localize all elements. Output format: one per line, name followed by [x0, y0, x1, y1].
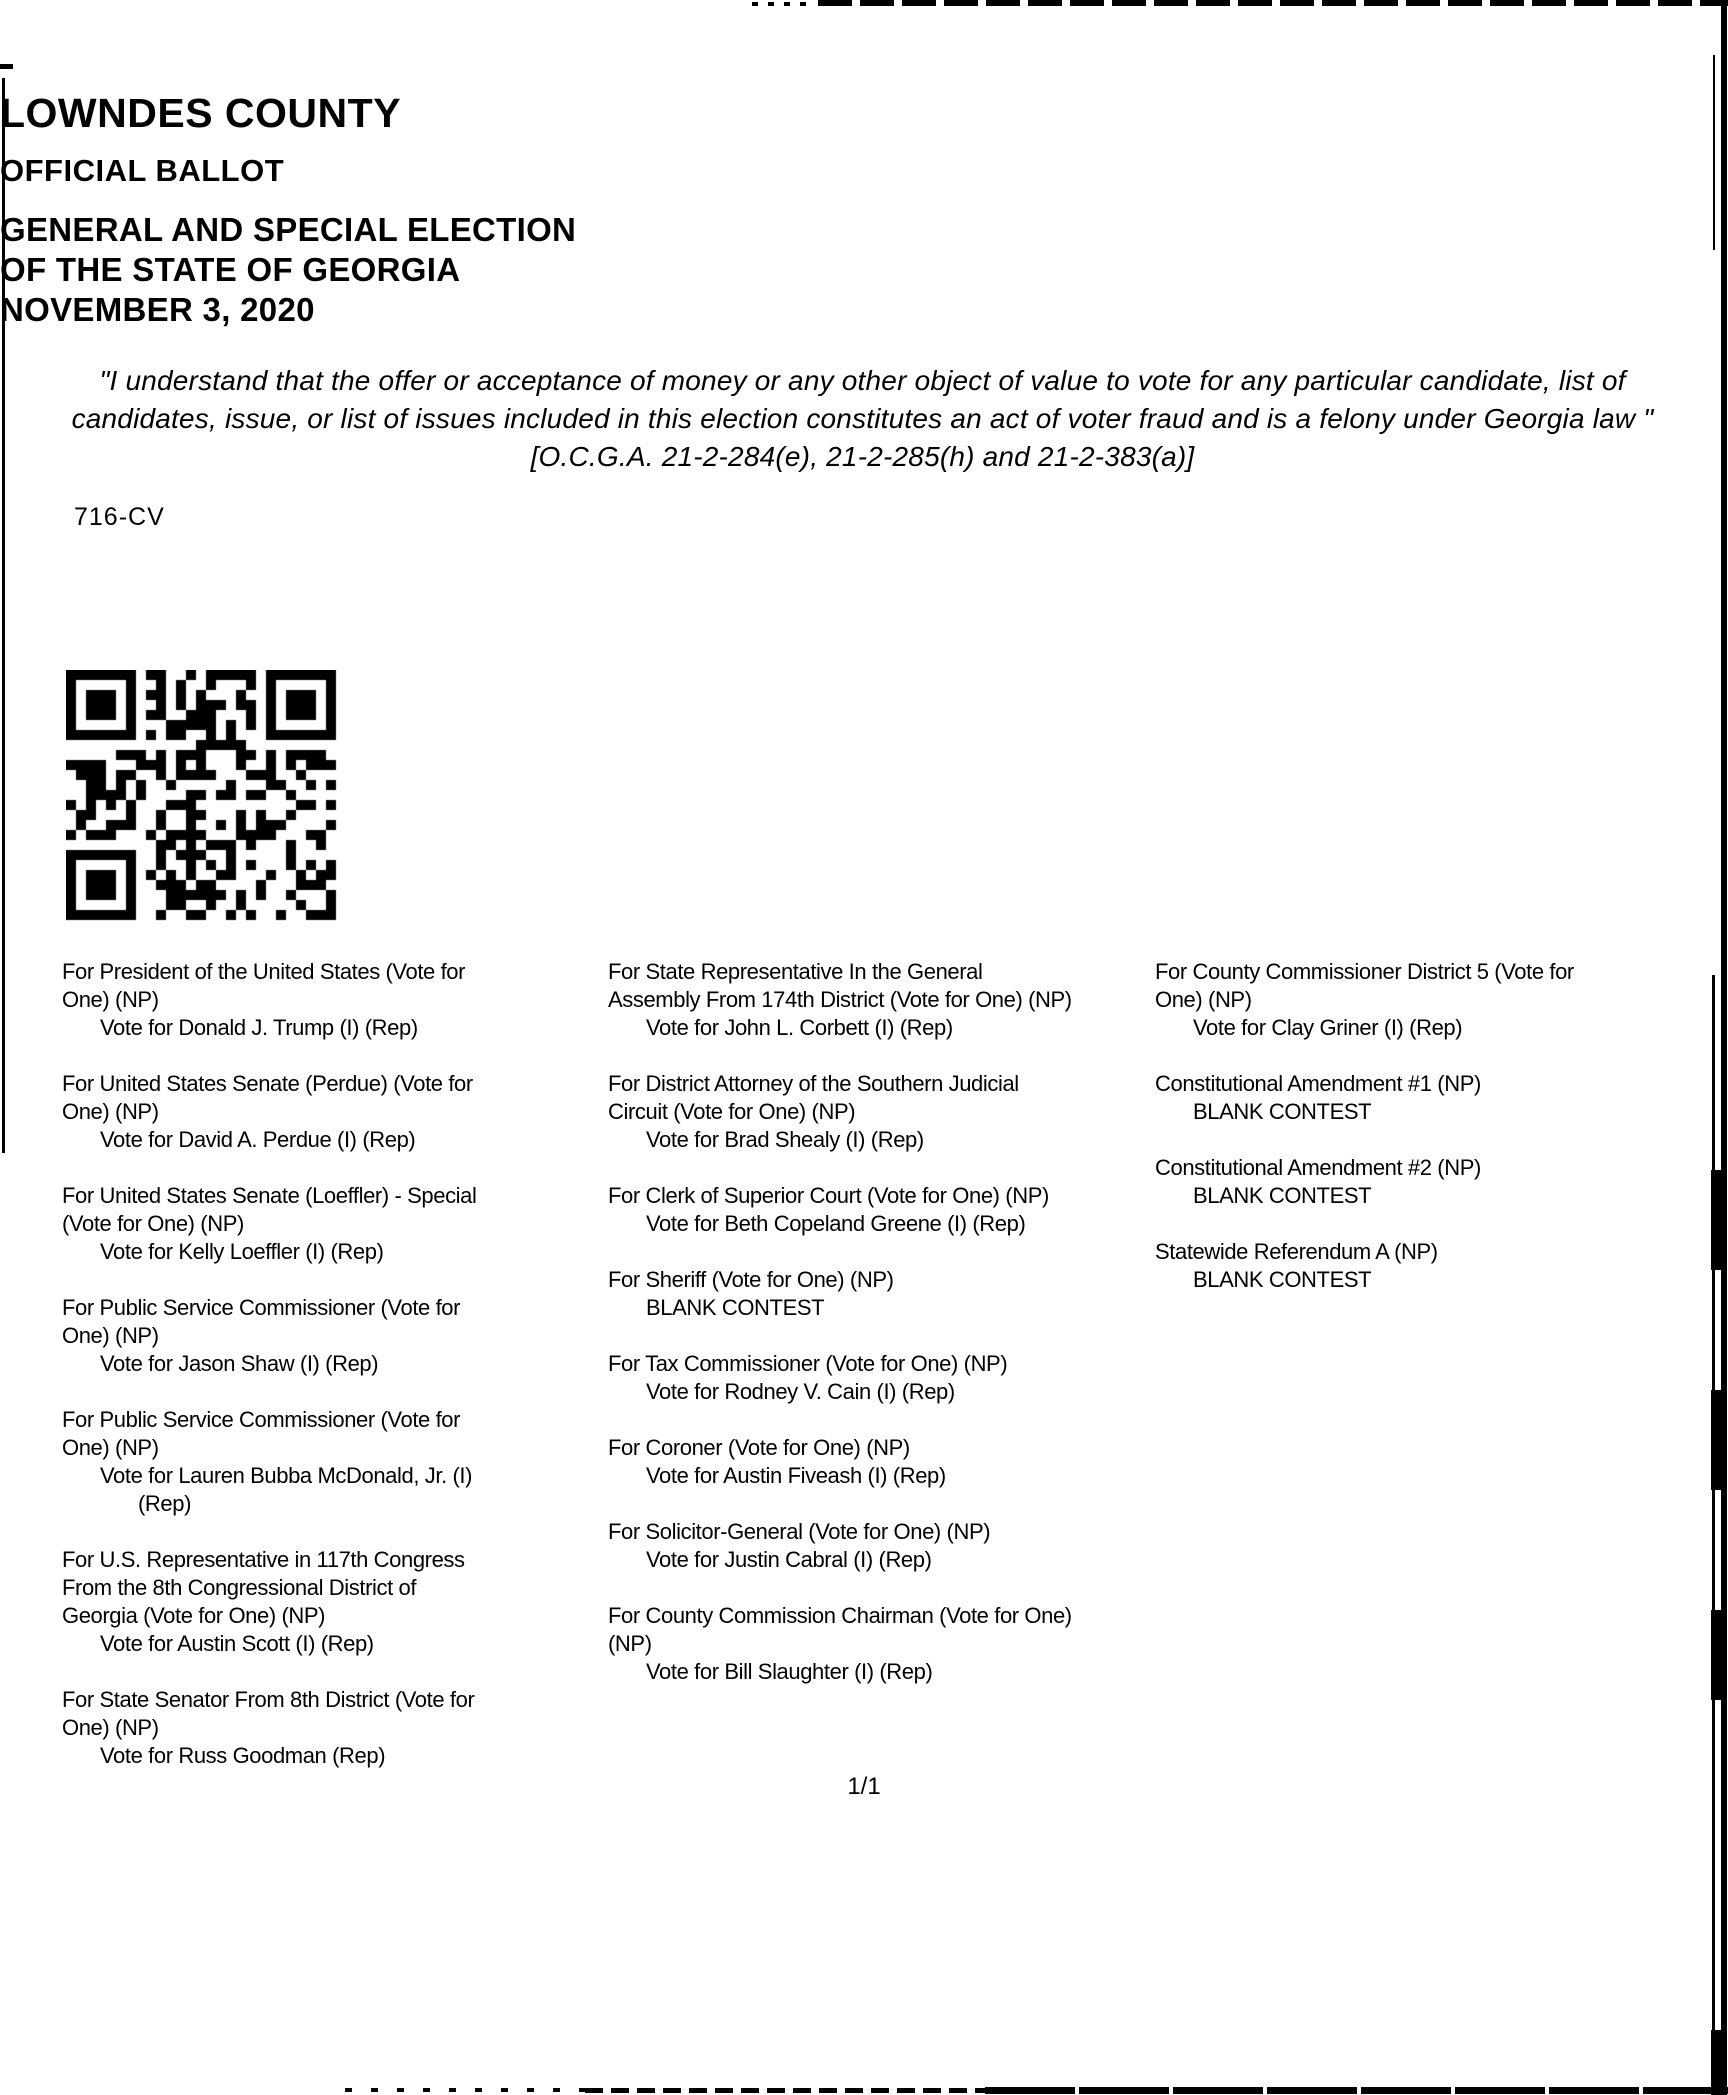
- page-indicator: 1/1: [847, 1773, 881, 1800]
- contest-column: [1155, 958, 1625, 1322]
- vote-selection: Vote for Jason Shaw (I) (Rep): [100, 1351, 379, 1376]
- scan-artifact-right-blob: [1711, 1170, 1721, 1270]
- contest-title: For Tax Commissioner (Vote for One) (NP): [608, 1351, 1008, 1376]
- contest: [62, 1686, 492, 1770]
- contest-title: For United States Senate (Loeffler) - Special (Vote for One) (NP): [62, 1183, 477, 1236]
- contest-title: For United States Senate (Perdue) (Vote for One) (NP): [62, 1071, 473, 1124]
- vote-selection: Vote for Rodney V. Cain (I) (Rep): [646, 1379, 955, 1404]
- contest-title: For President of the United States (Vote for One) (NP): [62, 959, 466, 1012]
- contest: [608, 1350, 1073, 1406]
- qr-code: [66, 670, 342, 930]
- contest: [1155, 958, 1625, 1042]
- contest: [62, 1406, 492, 1518]
- contest: [608, 1182, 1073, 1238]
- contest: [608, 958, 1073, 1042]
- contest-title: For County Commission Chairman (Vote for One) (NP): [608, 1603, 1072, 1656]
- contest-column: [608, 958, 1073, 1714]
- blank-contest-label: BLANK CONTEST: [646, 1295, 825, 1320]
- vote-selection: Vote for Bill Slaughter (I) (Rep): [646, 1659, 933, 1684]
- scan-artifact-right-inner-line-top: [1713, 55, 1715, 250]
- contest-title: For County Commissioner District 5 (Vote for One) (NP): [1155, 959, 1574, 1012]
- vote-selection: Vote for Beth Copeland Greene (I) (Rep): [646, 1211, 1026, 1236]
- contest: [1155, 1238, 1625, 1294]
- vote-selection: Vote for Russ Goodman (Rep): [100, 1743, 386, 1768]
- election-title-line1: GENERAL AND SPECIAL ELECTION: [0, 211, 577, 248]
- contest-title: For Public Service Commissioner (Vote for One) (NP): [62, 1295, 461, 1348]
- county-title: LOWNDES COUNTY: [0, 90, 402, 136]
- scan-artifact-left-tick: [0, 64, 13, 69]
- contest-column: [62, 958, 492, 1798]
- contest-title: For State Representative In the General Assembly From 174th District (Vote for One) (NP): [608, 959, 1072, 1012]
- vote-selection: Vote for Austin Fiveash (I) (Rep): [646, 1463, 946, 1488]
- contest: [608, 1070, 1073, 1154]
- scan-artifact-top-dashes: [818, 0, 1728, 6]
- vote-selection: Vote for Kelly Loeffler (I) (Rep): [100, 1239, 384, 1264]
- blank-contest-label: BLANK CONTEST: [1193, 1183, 1372, 1208]
- election-title: [0, 210, 1335, 330]
- contest-title: Constitutional Amendment #2 (NP): [1155, 1155, 1481, 1180]
- contest-title: For U.S. Representative in 117th Congress From the 8th Congressional District of Georgia (Vote for One) (NP): [62, 1547, 465, 1628]
- vote-selection: Vote for Austin Scott (I) (Rep): [100, 1631, 374, 1656]
- scan-artifact-bottom-line: [985, 2087, 1728, 2094]
- vote-selection: Vote for Clay Griner (I) (Rep): [1193, 1015, 1463, 1040]
- contest: [608, 1266, 1073, 1322]
- contest: [62, 1070, 492, 1154]
- contest-title: For State Senator From 8th District (Vote for One) (NP): [62, 1687, 475, 1740]
- scan-artifact-right-blob: [1711, 2030, 1721, 2095]
- contest: [62, 1546, 492, 1658]
- contest-title: Constitutional Amendment #1 (NP): [1155, 1071, 1481, 1096]
- scan-artifact-right-blob: [1711, 1610, 1721, 1700]
- contest: [62, 958, 492, 1042]
- scan-artifact-top-dashes-left: [752, 2, 812, 6]
- contest: [608, 1518, 1073, 1574]
- contest-title: For District Attorney of the Southern Judicial Circuit (Vote for One) (NP): [608, 1071, 1019, 1124]
- contest-title: For Sheriff (Vote for One) (NP): [608, 1267, 894, 1292]
- contest-title: For Clerk of Superior Court (Vote for One) (NP): [608, 1183, 1049, 1208]
- scan-artifact-right-blob: [1711, 1390, 1721, 1490]
- vote-selection: Vote for Lauren Bubba McDonald, Jr. (I) (Rep): [100, 1463, 473, 1516]
- contest: [608, 1434, 1073, 1490]
- ballot-type-title: OFFICIAL BALLOT: [0, 153, 285, 188]
- contest-title: For Solicitor-General (Vote for One) (NP): [608, 1519, 991, 1544]
- voter-fraud-disclaimer: "I understand that the offer or acceptance of money or any other object of value to vote for any particular candidate, list of candidates, issue, or list of issues included in this election constitutes an act of voter fraud and is a felony under Georgia law " [O.C.G.A. 21-2-284(e), 21-2-285(h) and 21-2-383(a)]: [71, 365, 1654, 472]
- vote-selection: Vote for John L. Corbett (I) (Rep): [646, 1015, 953, 1040]
- contest-title: For Public Service Commissioner (Vote for One) (NP): [62, 1407, 461, 1460]
- blank-contest-label: BLANK CONTEST: [1193, 1099, 1372, 1124]
- contest: [608, 1602, 1073, 1686]
- vote-selection: Vote for David A. Perdue (I) (Rep): [100, 1127, 416, 1152]
- contest-title: For Coroner (Vote for One) (NP): [608, 1435, 910, 1460]
- contest: [62, 1294, 492, 1378]
- vote-selection: Vote for Donald J. Trump (I) (Rep): [100, 1015, 418, 1040]
- contest-title: Statewide Referendum A (NP): [1155, 1239, 1438, 1264]
- vote-selection: Vote for Brad Shealy (I) (Rep): [646, 1127, 924, 1152]
- contest: [62, 1182, 492, 1266]
- vote-selection: Vote for Justin Cabral (I) (Rep): [646, 1547, 932, 1572]
- blank-contest-label: BLANK CONTEST: [1193, 1267, 1372, 1292]
- scan-artifact-bottom-dashes-b: [585, 2088, 985, 2093]
- ballot-style-code: 716-CV: [74, 503, 165, 531]
- election-title-line2: OF THE STATE OF GEORGIA: [0, 251, 461, 288]
- scan-artifact-bottom-dashes-a: [345, 2088, 585, 2092]
- scan-artifact-right-inner-line-bottom: [1712, 975, 1715, 2095]
- contest: [1155, 1154, 1625, 1210]
- contest: [1155, 1070, 1625, 1126]
- election-date: NOVEMBER 3, 2020: [0, 291, 315, 328]
